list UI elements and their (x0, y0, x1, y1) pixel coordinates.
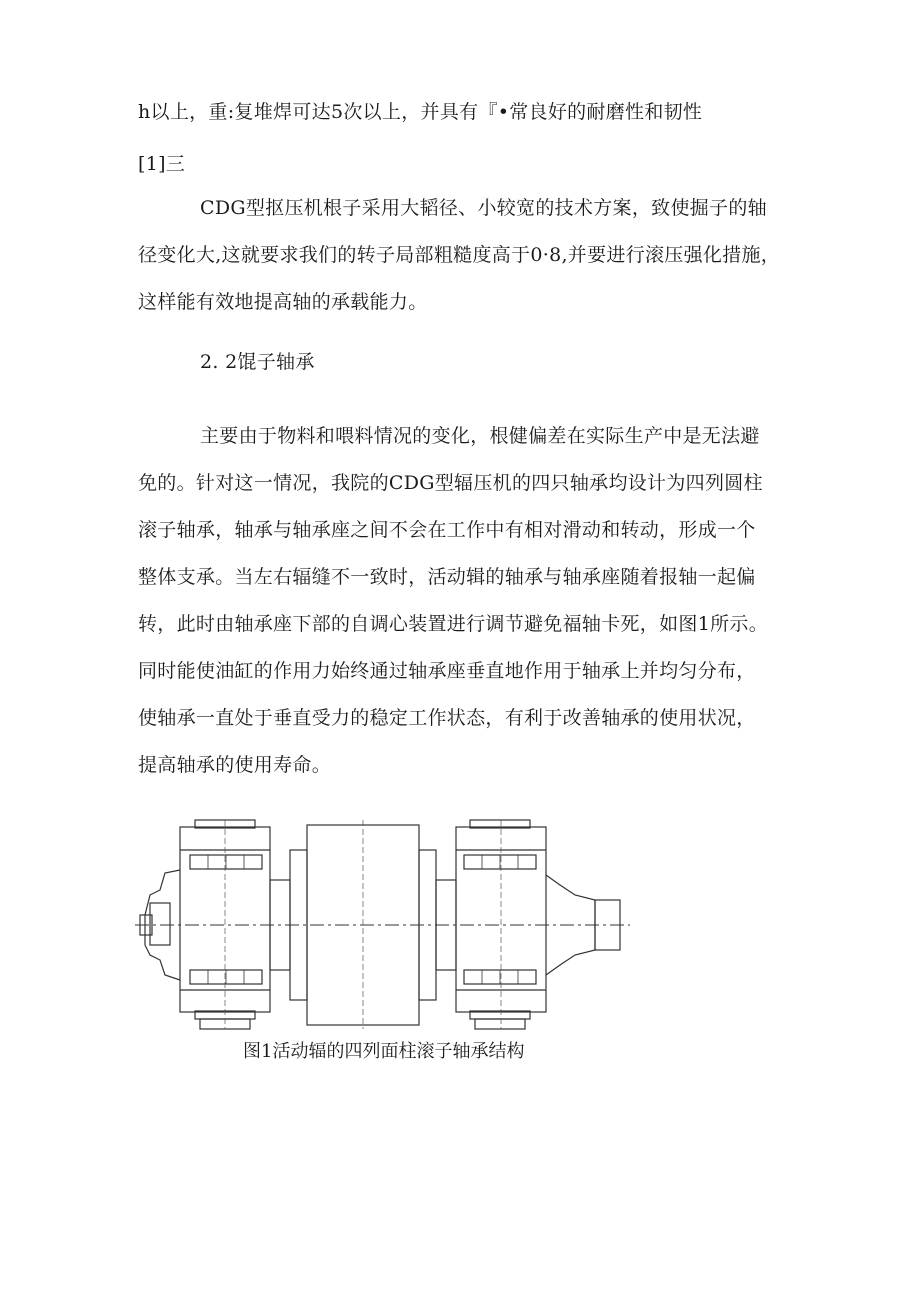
paragraph-2-line-6: 同时能使油缸的作用力始终通过轴承座垂直地作用于轴承上并均匀分布， (138, 660, 756, 682)
paragraph-1-line-1: CDG型抠压机根子采用大韬径、小较宽的技术方案，致使掘子的轴 (200, 197, 767, 219)
bearing-structure-drawing (135, 815, 635, 1035)
paragraph-2-line-2: 免的。针对这一情况，我院的CDG型辐压机的四只轴承均设计为四列圆柱 (138, 472, 763, 494)
paragraph-2-line-1: 主要由于物料和喂料情况的变化，根健偏差在实际生产中是无法避 (200, 425, 760, 447)
paragraph-1-line-2: 径变化大,这就要求我们的转子局部粗糙度高于0·8,并要进行滚压强化措施， (138, 244, 781, 266)
paragraph-2-line-4: 整体支承。当左右辐缝不一致时，活动辑的轴承与轴承座随着报轴一起偏 (138, 566, 756, 588)
text-line-1: h以上，重:复堆焊可达5次以上，并具有『•常良好的耐磨性和韧性 (138, 101, 703, 123)
figure-caption: 图1活动辐的四列面柱滚子轴承结构 (243, 1041, 525, 1062)
text-line-2: [1]三 (138, 153, 186, 175)
paragraph-1-line-3: 这样能有效地提高轴的承载能力。 (138, 291, 428, 313)
paragraph-2-line-3: 滚子轴承，轴承与轴承座之间不会在工作中有相对滑动和转动，形成一个 (138, 519, 756, 541)
section-title: 2. 2馄子轴承 (200, 351, 315, 373)
paragraph-2-line-5: 转，此时由轴承座下部的自调心装置进行调节避免福轴卡死，如图1所示。 (138, 613, 768, 635)
paragraph-2-line-8: 提高轴承的使用寿命。 (138, 754, 332, 776)
paragraph-2-line-7: 使轴承一直处于垂直受力的稳定工作状态，有利于改善轴承的使用状况， (138, 707, 756, 729)
